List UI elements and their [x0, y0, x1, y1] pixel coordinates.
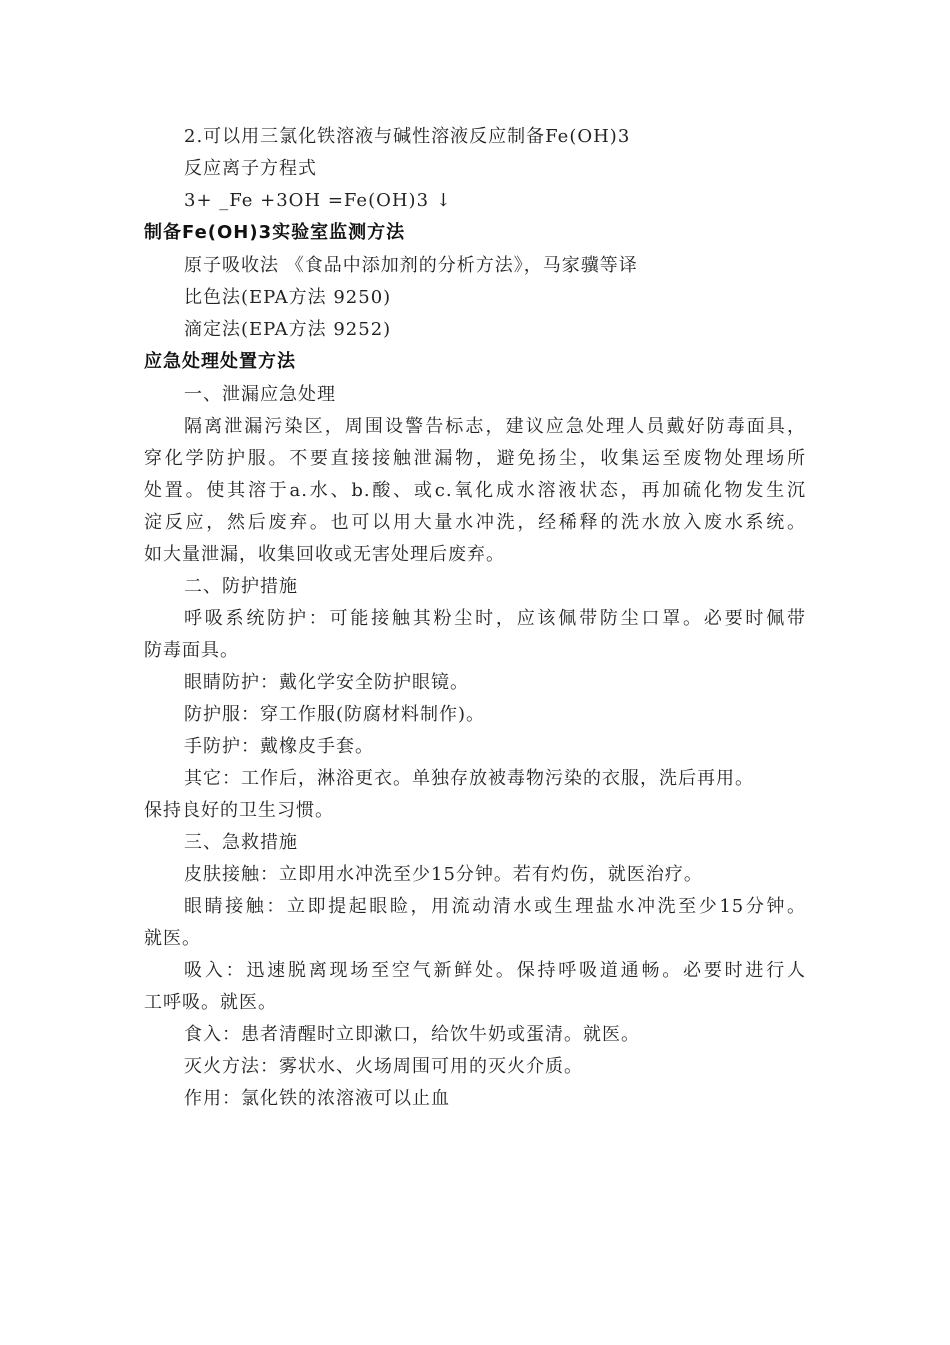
monitoring-method-atomic-absorption: 原子吸收法 《食品中添加剂的分析方法》，马家骥等译: [184, 255, 638, 276]
respiratory-protection-cont: 防毒面具。: [144, 640, 239, 661]
respiratory-protection: 呼吸系统防护：可能接触其粉尘时，应该佩带防尘口罩。必要时佩带: [184, 608, 806, 629]
ingestion: 食入：患者清醒时立即漱口，给饮牛奶或蛋清。就医。: [184, 1024, 640, 1045]
monitoring-heading: 制备Fe(OH)3实验室监测方法: [144, 222, 406, 243]
inhalation: 吸入：迅速脱离现场至空气新鲜处。保持呼吸道通畅。必要时进行人: [184, 960, 806, 981]
body-protection: 防护服：穿工作服(防腐材料制作)。: [184, 704, 486, 725]
usage-note: 作用：氯化铁的浓溶液可以止血: [184, 1088, 450, 1109]
fire-extinguishing: 灭火方法：雾状水、火场周围可用的灭火介质。: [184, 1056, 583, 1077]
eye-contact: 眼睛接触：立即提起眼睑，用流动清水或生理盐水冲洗至少15分钟。: [184, 896, 806, 917]
monitoring-method-colorimetric: 比色法(EPA方法 9250): [184, 287, 392, 308]
eye-contact-cont: 就医。: [144, 928, 201, 949]
leak-paragraph-line: 处置。使其溶于a.水、b.酸、或c.氧化成水溶液状态，再加硫化物发生沉: [144, 480, 806, 501]
leak-paragraph-line: 淀反应，然后废弃。也可以用大量水冲洗，经稀释的洗水放入废水系统。: [144, 512, 806, 533]
eye-protection: 眼睛防护：戴化学安全防护眼镜。: [184, 672, 469, 693]
protection-section-title: 二、防护措施: [184, 576, 298, 597]
prep-method-line: 2.可以用三氯化铁溶液与碱性溶液反应制备Fe(OH)3: [184, 126, 631, 147]
monitoring-method-titration: 滴定法(EPA方法 9252): [184, 319, 392, 340]
emergency-heading: 应急处理处置方法: [144, 351, 296, 372]
first-aid-section-title: 三、急救措施: [184, 832, 298, 853]
leak-paragraph-line: 穿化学防护服。不要直接接触泄漏物，避免扬尘，收集运至废物处理场所: [144, 448, 806, 469]
leak-paragraph-line: 隔离泄漏污染区，周围设警告标志，建议应急处理人员戴好防毒面具，: [184, 416, 806, 437]
ionic-equation-label: 反应离子方程式: [184, 158, 317, 179]
leak-paragraph-line: 如大量泄漏，收集回收或无害处理后废弃。: [144, 544, 505, 565]
hand-protection: 手防护：戴橡皮手套。: [184, 736, 374, 757]
skin-contact: 皮肤接触：立即用水冲洗至少15分钟。若有灼伤，就医治疗。: [184, 864, 703, 885]
other-protection-cont: 保持良好的卫生习惯。: [144, 800, 334, 821]
other-protection: 其它：工作后，淋浴更衣。单独存放被毒物污染的衣服，洗后再用。: [184, 768, 754, 789]
leak-section-title: 一、泄漏应急处理: [184, 384, 336, 405]
ionic-equation: 3+ _Fe +3OH =Fe(OH)3 ↓: [184, 190, 452, 211]
inhalation-cont: 工呼吸。就医。: [144, 992, 277, 1013]
